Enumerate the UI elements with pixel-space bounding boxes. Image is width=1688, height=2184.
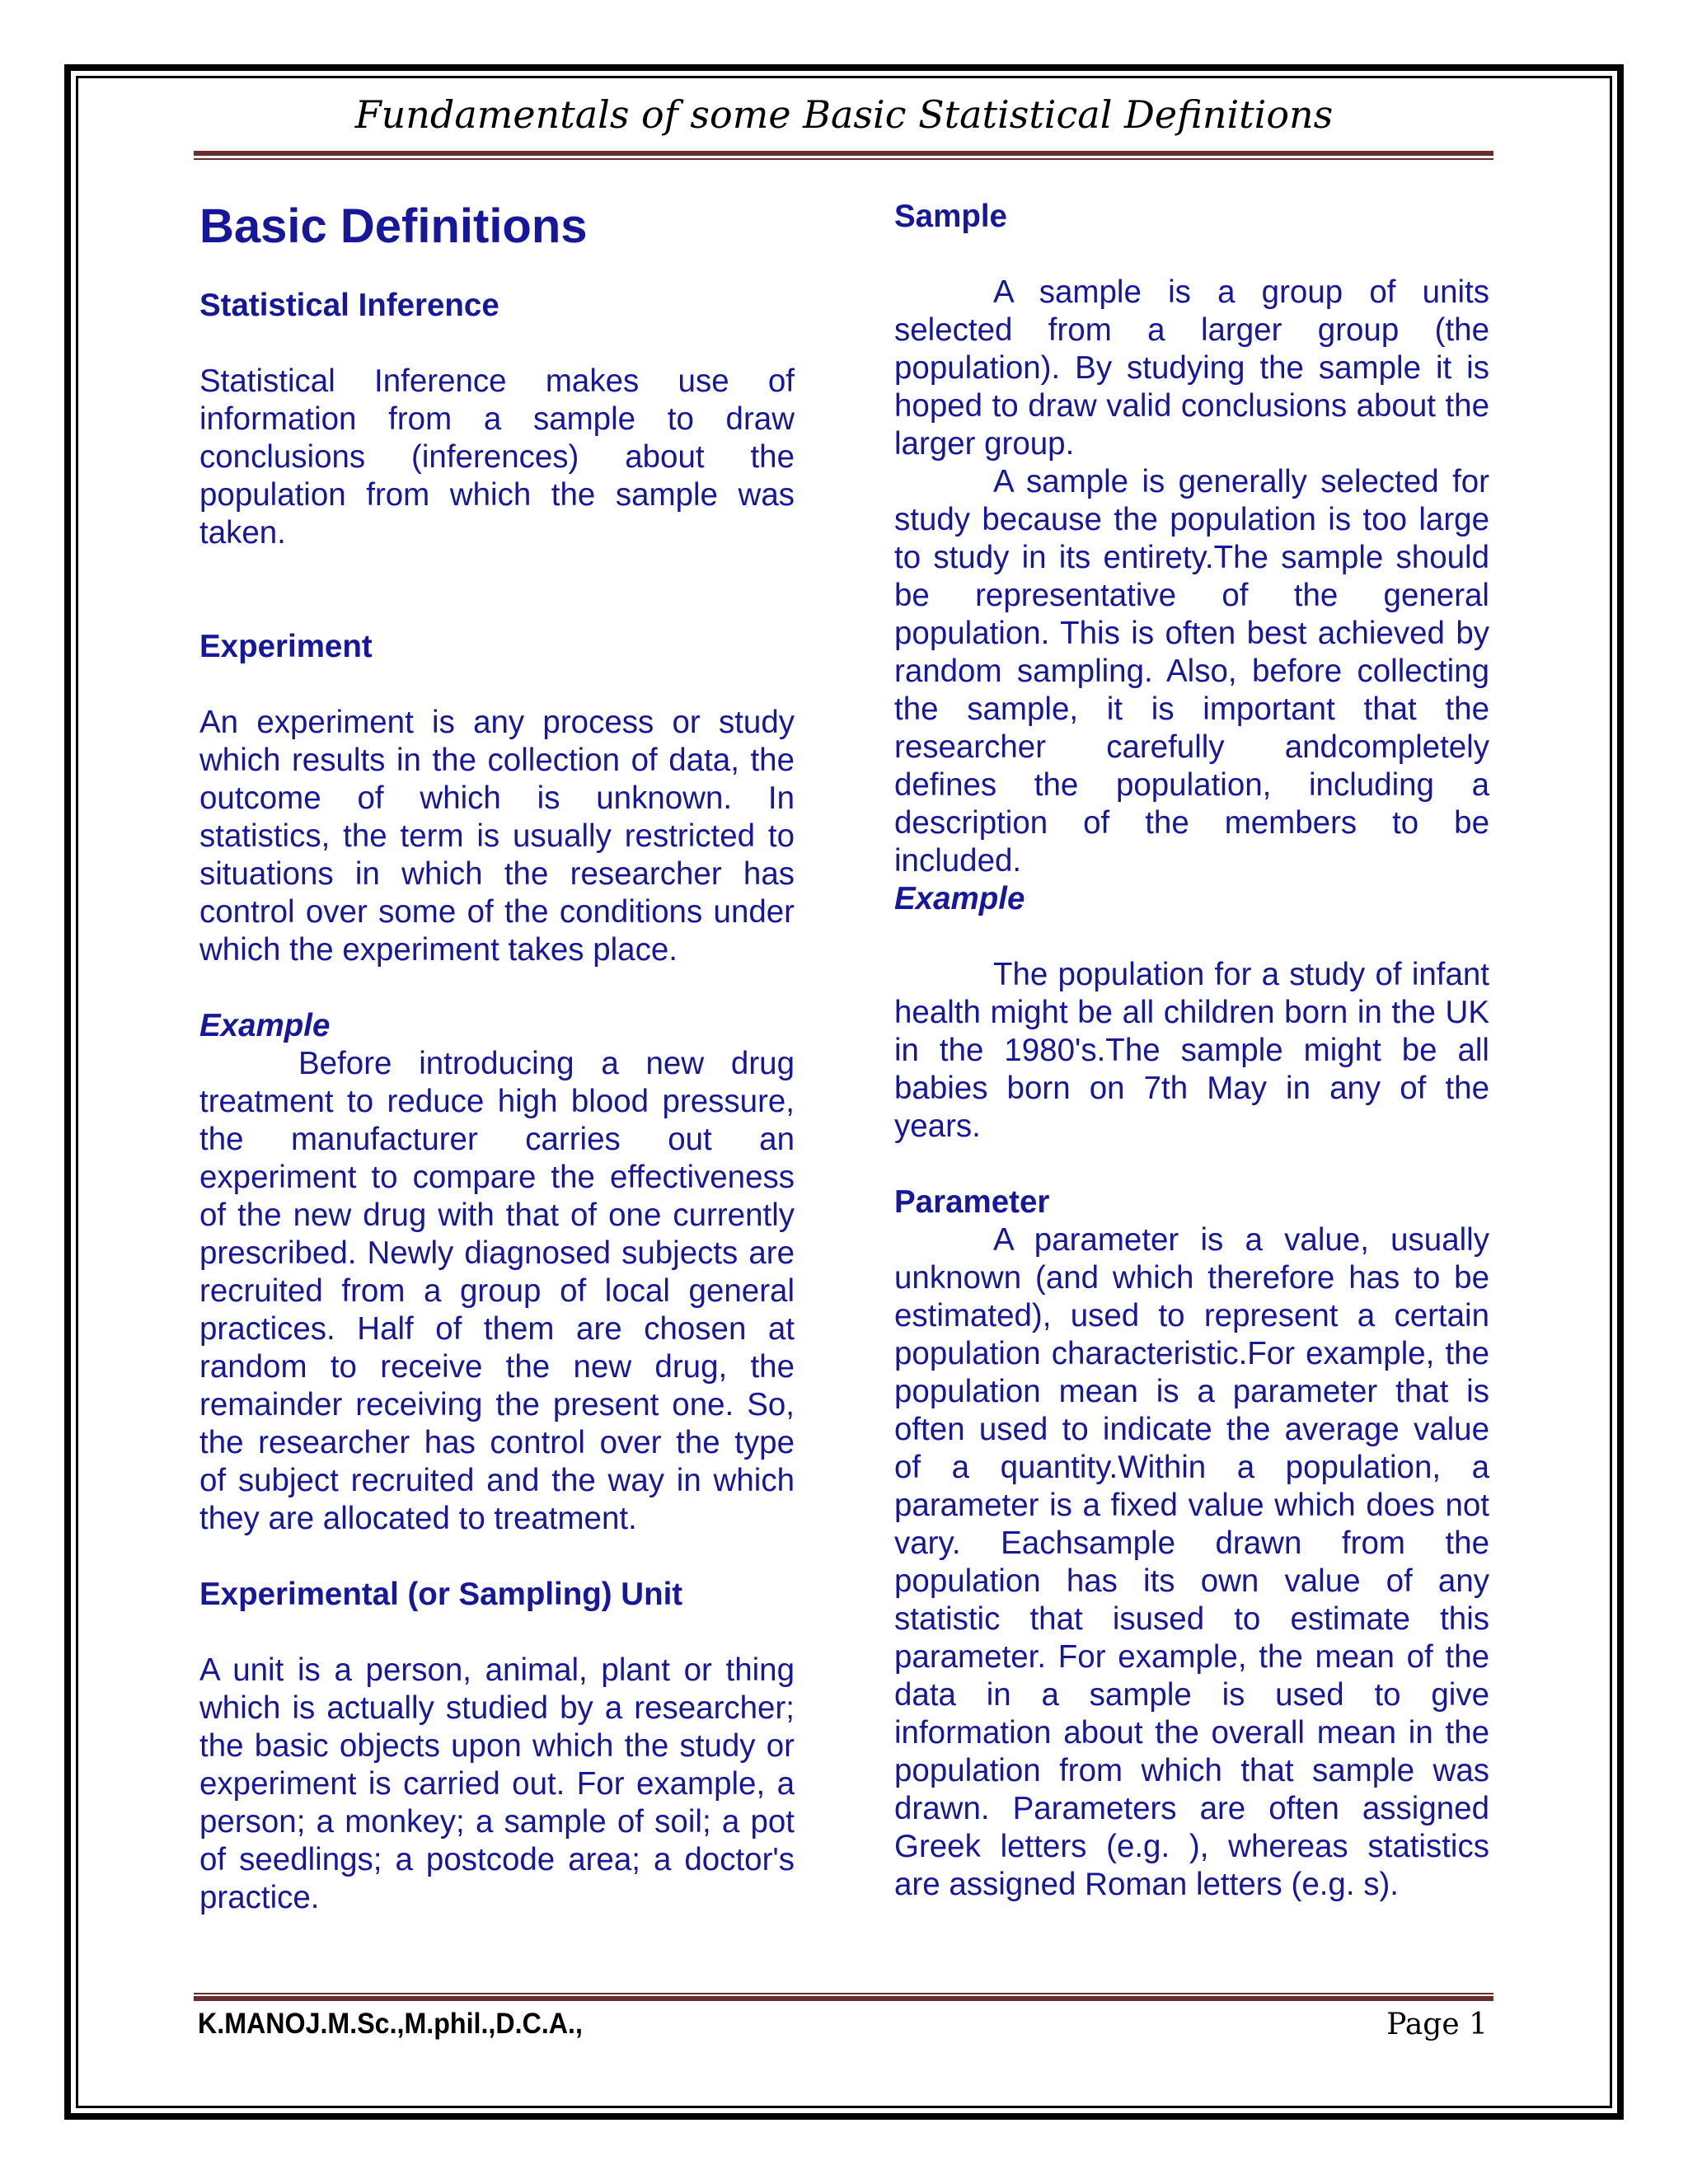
- experiment-example-label: Example: [199, 1008, 331, 1043]
- header-rule-thin: [194, 158, 1493, 160]
- sample-example-body: The population for a study of infant health might be all children born in the UK in the 1980's.The sample might be all babies born on 7th May in any of the years.: [894, 957, 1489, 1144]
- footer-author: K.MANOJ.M.Sc.,M.phil.,D.C.A.,: [198, 2008, 583, 2040]
- left-column: [199, 198, 795, 1917]
- footer-rule-thick: [194, 1996, 1493, 2001]
- experiment-example-body: Before introducing a new drug treatment to reduce high blood pressure, the manufacturer carries out an experiment to compare the effectiveness of the new drug with that of one currently prescribed. Newly diagnosed subjects are recruited from a group of local general practices. Half of them are chosen at random to receive the new drug, the remainder receiving the present one. So, the researcher has control over the type of subject recruited and the way in which they are allocated to treatment.: [199, 1046, 795, 1536]
- parameter-heading: Parameter: [894, 1184, 1050, 1220]
- sample-heading: Sample: [894, 199, 1007, 234]
- experimental-unit-body: A unit is a person, animal, plant or thing which is actually studied by a researcher; the basic objects upon which the study or experiment is carried out. For example, a person; a monkey; a sample of soil; a pot of seedlings; a postcode area; a doctor's practice.: [199, 1652, 795, 1915]
- sample-para-2: A sample is generally selected for study because the population is too large to study in its entirety.The sample should be representative of the general population. This is often best achieved by random sampling. Also, before collecting the sample, it is important that the researcher carefully andcompletely defines the population, including a description of the members to be included.: [894, 464, 1489, 879]
- statistical-inference-heading: Statistical Inference: [199, 288, 499, 323]
- header-rule-thick: [194, 151, 1493, 156]
- page-header-title: Fundamentals of some Basic Statistical Definitions: [354, 92, 1334, 137]
- statistical-inference-body: Statistical Inference makes use of information from a sample to draw conclusions (inferences) about the population from which the sample was taken.: [199, 363, 795, 551]
- parameter-body: A parameter is a value, usually unknown (and which therefore has to be estimated), used to represent a certain population characteristic.For example, the population mean is a parameter that is often used to indicate the average value of a quantity.Within a population, a parameter is a fixed value which does not vary. Eachsample drawn from the population has its own value of any statistic that isused to estimate this parameter. For example, the mean of the data in a sample is used to give information about the overall mean in the population from which that sample was drawn. Parameters are often assigned Greek letters (e.g. ), whereas statistics are assigned Roman letters (e.g. s).: [894, 1222, 1489, 1902]
- experiment-body: An experiment is any process or study which results in the collection of data, the outcome of which is unknown. In statistics, the term is usually restricted to situations in which the researcher has control over some of the conditions under which the experiment takes place.: [199, 705, 795, 968]
- sample-para-1: A sample is a group of units selected from a larger group (the population). By studying the sample it is hoped to draw valid conclusions about the larger group.: [894, 274, 1489, 462]
- footer-rule-thin: [194, 1993, 1493, 1994]
- sample-example-label: Example: [894, 881, 1025, 916]
- experiment-heading: Experiment: [199, 629, 373, 664]
- experimental-unit-heading: Experimental (or Sampling) Unit: [199, 1577, 683, 1612]
- main-heading: Basic Definitions: [199, 199, 588, 253]
- right-column: [894, 198, 1489, 1904]
- footer-page-number: Page 1: [1386, 2008, 1488, 2041]
